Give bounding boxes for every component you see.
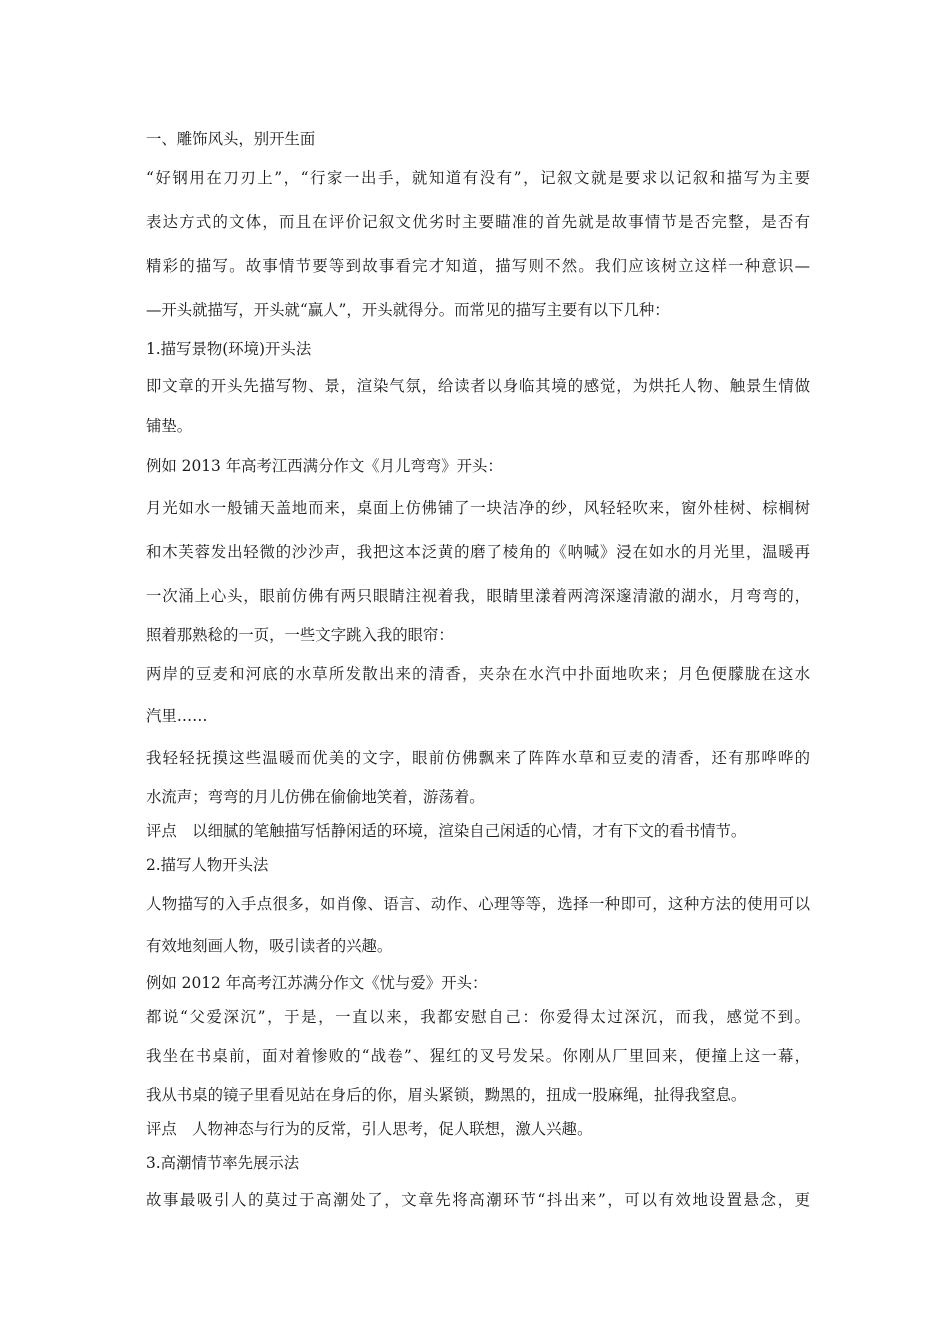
quote-line: 都说“父爱深沉”，于是，一直以来，我都安慰自己：你爱得太过深沉，而我，感觉不到。 — [146, 1008, 810, 1026]
quote-line: 我坐在书桌前，面对着惨败的“战卷”、猩红的叉号发呆。你刚从厂里回来，便撞上这一幕， — [146, 1047, 810, 1065]
quote-line: 一次涌上心头，眼前仿佛有两只眼睛注视着我，眼睛里漾着两湾深邃清澈的湖水，月弯弯的， — [146, 587, 810, 605]
paragraph-line: 有效地刻画人物，吸引读者的兴趣。 — [146, 937, 393, 955]
paragraph-line: 故事最吸引人的莫过于高潮处了，文章先将高潮环节“抖出来”，可以有效地设置悬念，更 — [146, 1191, 810, 1209]
comment-line: 评点 人物神态与行为的反常，引人思考，促人联想，激人兴趣。 — [146, 1120, 593, 1138]
subheading: 3.高潮情节率先展示法 — [146, 1154, 300, 1172]
paragraph-line: 表达方式的文体，而且在评价记叙文优劣时主要瞄准的首先就是故事情节是否完整，是否有 — [146, 213, 810, 231]
section-heading: 一、雕饰风头，别开生面 — [146, 130, 316, 148]
subheading: 2.描写人物开头法 — [146, 856, 269, 874]
paragraph-line: —开头就描写，开头就“赢人”，开头就得分。而常见的描写主要有以下几种： — [146, 301, 670, 319]
paragraph-line: 铺垫。 — [146, 417, 193, 435]
paragraph-line: 即文章的开头先描写物、景，渲染气氛，给读者以身临其境的感觉，为烘托人物、触景生情做 — [146, 377, 810, 395]
paragraph-line: “好钢用在刀刃上”，“行家一出手，就知道有没有”，记叙文就是要求以记叙和描写为主要 — [146, 169, 810, 187]
paragraph-line: 精彩的描写。故事情节要等到故事看完才知道，描写则不然。我们应该树立这样一种意识— — [146, 257, 810, 275]
quote-line: 两岸的豆麦和河底的水草所发散出来的清香，夹杂在水汽中扑面地吹来；月色便朦胧在这水 — [146, 665, 810, 683]
comment-line: 评点 以细腻的笔触描写恬静闲适的环境，渲染自己闲适的心情，才有下文的看书情节。 — [146, 822, 747, 840]
quote-line: 汽里…… — [146, 707, 208, 725]
subheading: 1.描写景物(环境)开头法 — [146, 340, 312, 358]
document-page — [146, 122, 810, 1220]
quote-line: 照着那熟稔的一页，一些文字跳入我的眼帘： — [146, 626, 454, 644]
quote-line: 和木芙蓉发出轻微的沙沙声，我把这本泛黄的磨了棱角的《呐喊》浸在如水的月光里，温暖再 — [146, 543, 810, 561]
quote-line: 我轻轻抚摸这些温暖而优美的文字，眼前仿佛飘来了阵阵水草和豆麦的清香，还有那哗哗的 — [146, 749, 810, 767]
example-intro: 例如 2013 年高考江西满分作文《月儿弯弯》开头： — [146, 457, 503, 475]
paragraph-line: 人物描写的入手点很多，如肖像、语言、动作、心理等等，选择一种即可，这种方法的使用可以 — [146, 895, 810, 913]
quote-line: 水流声；弯弯的月儿仿佛在偷偷地笑着，游荡着。 — [146, 788, 485, 806]
example-intro: 例如 2012 年高考江苏满分作文《忧与爱》开头： — [146, 974, 488, 992]
quote-line: 月光如水一般铺天盖地而来，桌面上仿佛铺了一块洁净的纱，风轻轻吹来，窗外桂树、棕榈树 — [146, 499, 810, 517]
quote-line: 我从书桌的镜子里看见站在身后的你，眉头紧锁，黝黑的，扭成一股麻绳，扯得我窒息。 — [146, 1086, 747, 1104]
